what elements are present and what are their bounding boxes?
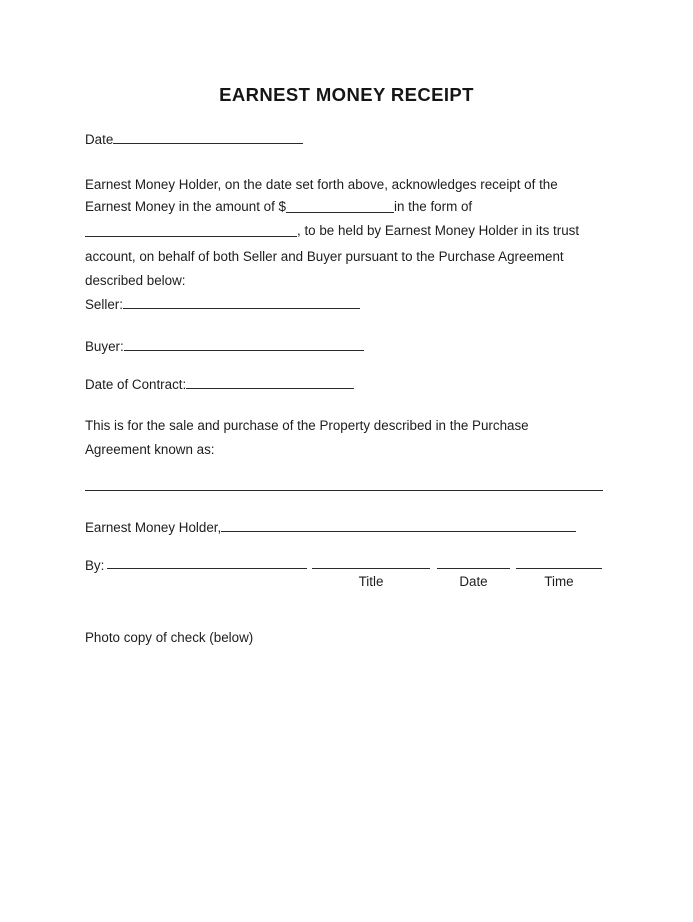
- date-of-contract-field-row: [85, 375, 354, 395]
- column-label-date: Date: [459, 574, 488, 589]
- buyer-label: Buyer:: [85, 339, 124, 354]
- column-label-title: Title: [358, 574, 384, 589]
- buyer-field-row: [85, 337, 364, 357]
- receipt-paragraph-line-3: [85, 221, 579, 241]
- receipt-paragraph-line-4: account, on behalf of both Seller and Buyer pursuant to the Purchase Agreement: [85, 249, 564, 264]
- amount-input-blank[interactable]: [286, 200, 394, 213]
- date-blank[interactable]: [437, 568, 510, 569]
- buyer-input-blank[interactable]: [124, 337, 364, 351]
- receipt-paragraph-line-1: Earnest Money Holder, on the date set forth above, acknowledges receipt of the: [85, 177, 558, 192]
- earnest-money-holder-label: Earnest Money Holder,: [85, 520, 222, 535]
- footer-note: Photo copy of check (below): [85, 630, 254, 645]
- amount-label: Earnest Money in the amount of $: [85, 199, 286, 214]
- property-paragraph-line-2: Agreement known as:: [85, 442, 215, 457]
- seller-label: Seller:: [85, 297, 123, 312]
- amount-suffix-label: in the form of: [393, 199, 473, 214]
- seller-field-row: [85, 295, 360, 315]
- form-of-payment-input-blank[interactable]: [85, 224, 297, 237]
- form-of-payment-suffix-label: , to be held by Earnest Money Holder in its trust: [297, 223, 580, 238]
- receipt-paragraph-line-2: [85, 197, 472, 217]
- by-signature-blank[interactable]: [107, 568, 307, 569]
- title-blank[interactable]: [312, 568, 430, 569]
- property-description-blank[interactable]: [85, 490, 603, 491]
- earnest-money-holder-field-row: [85, 518, 576, 538]
- by-label: By:: [85, 558, 105, 573]
- receipt-paragraph-line-5: described below:: [85, 273, 186, 288]
- date-of-contract-label: Date of Contract:: [85, 377, 187, 392]
- property-paragraph-line-1: This is for the sale and purchase of the Property described in the Purchase: [85, 418, 529, 433]
- date-label: Date: [85, 132, 114, 147]
- by-field-row: [85, 556, 104, 576]
- column-label-time: Time: [544, 574, 574, 589]
- date-field-row: [85, 130, 303, 150]
- date-of-contract-input-blank[interactable]: [186, 375, 354, 389]
- seller-input-blank[interactable]: [123, 295, 360, 309]
- date-input-blank[interactable]: [113, 130, 303, 144]
- page-title: EARNEST MONEY RECEIPT: [219, 84, 474, 105]
- earnest-money-holder-input-blank[interactable]: [221, 518, 576, 532]
- time-blank[interactable]: [516, 568, 602, 569]
